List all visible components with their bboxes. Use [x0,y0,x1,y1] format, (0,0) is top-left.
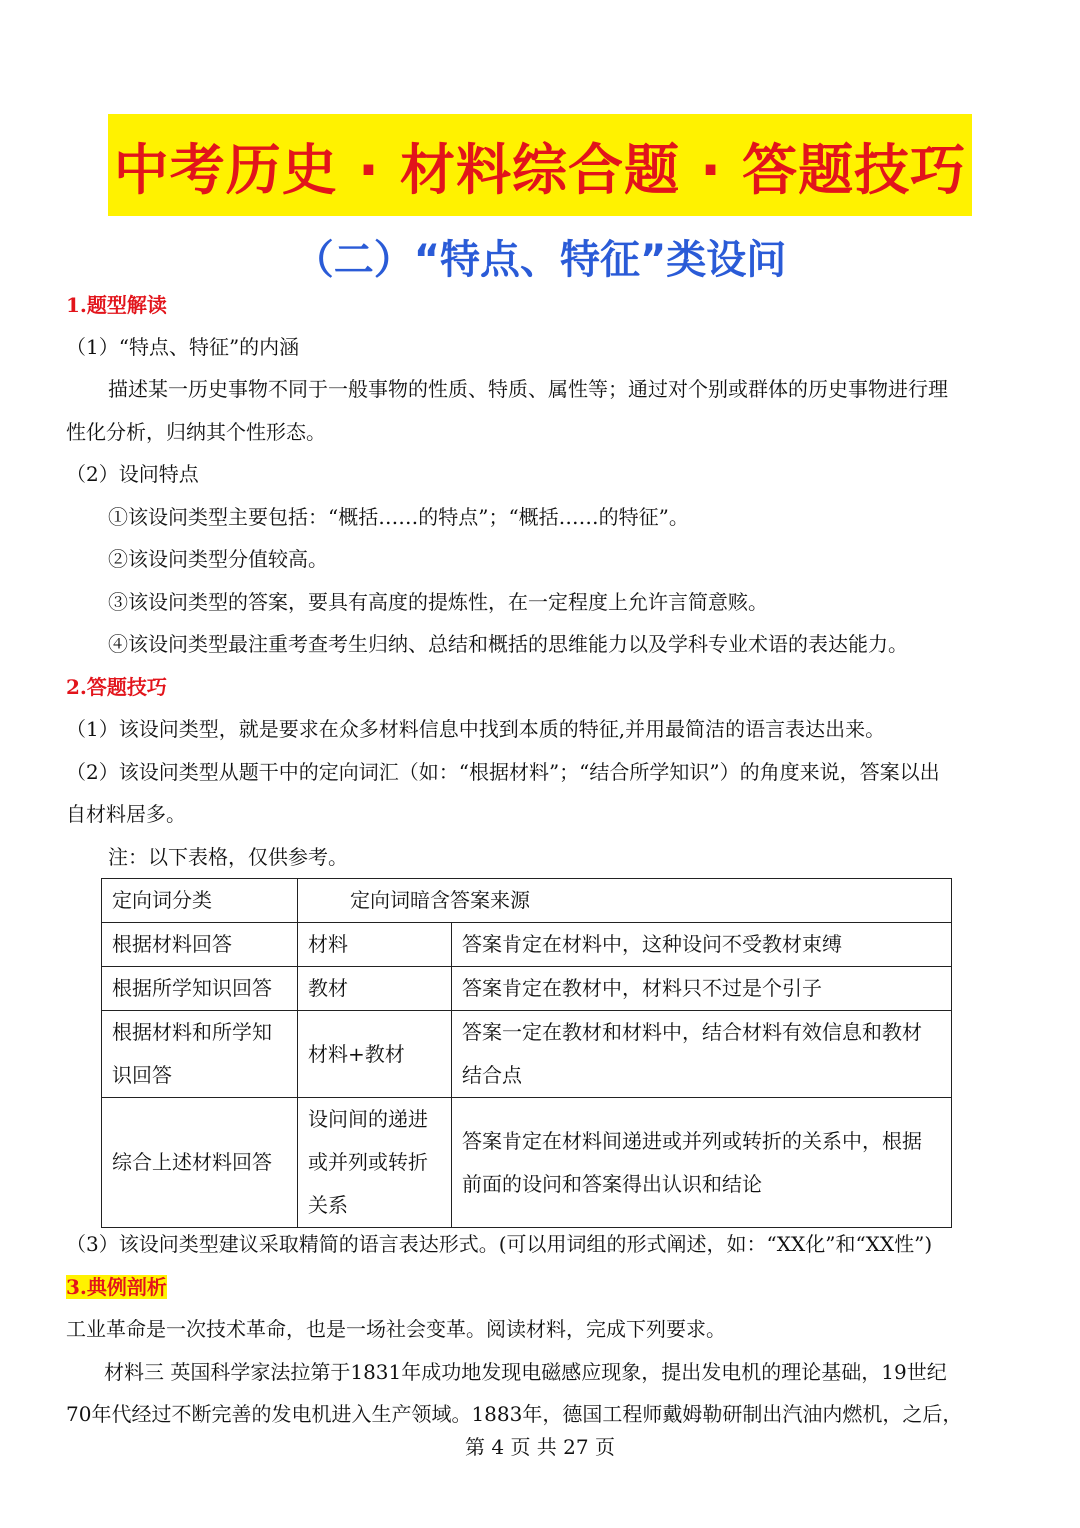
table-cell: 答案肯定在材料中，这种设问不受教材束缚 [452,923,952,967]
paragraph-line: （2）该设问类型从题干中的定向词汇（如：“根据材料”；“结合所学知识”）的角度来说，答案以出 [66,760,940,784]
paragraph-line: （3）该设问类型建议采取精简的语言表达形式。(可以用词组的形式阐述，如：“XX化”和“XX性”) [66,1232,933,1256]
material-line: 70年代经过不断完善的发电机进入生产领域。1883年，德国工程师戴姆勒研制出汽油内燃机，之后， [66,1402,963,1426]
table-header-cell: 定向词暗含答案来源 [298,879,952,923]
paragraph-line: （1）该设问类型，就是要求在众多材料信息中找到本质的特征,并用最简洁的语言表达出来。 [66,717,886,741]
paragraph-line: 工业革命是一次技术革命，也是一场社会变革。阅读材料，完成下列要求。 [66,1317,726,1341]
highlighted-heading: 3.典例剖析 [66,1275,167,1299]
page-number: 第 4 页 共 27 页 [465,1435,615,1459]
section-heading-3 [66,1273,167,1301]
section-heading-1: 1.题型解读 [66,293,167,317]
table-header-cell: 定向词分类 [102,879,298,923]
subheading-1-1: （1）“特点、特征”的内涵 [66,335,300,359]
list-item: ③该设问类型的答案，要具有高度的提炼性，在一定程度上允许言简意赅。 [108,590,768,614]
table-note: 注：以下表格，仅供参考。 [108,845,348,869]
material-line: 材料三 英国科学家法拉第于1831年成功地发现电磁感应现象，提出发电机的理论基础，19世纪 [104,1360,947,1384]
table-row [102,1011,952,1098]
section-heading-2: 2.答题技巧 [66,675,167,699]
subheading-1-2: （2）设问特点 [66,462,199,486]
list-item: ②该设问类型分值较高。 [108,547,328,571]
table-header-row [102,879,952,923]
table-cell: 根据所学知识回答 [102,967,298,1011]
answer-source-table [101,878,952,1228]
paragraph-line: 性化分析，归纳其个性形态。 [66,420,326,444]
subtitle: （二）“特点、特征”类设问 [293,237,787,283]
table-cell: 答案肯定在材料间递进或并列或转折的关系中，根据前面的设问和答案得出认识和结论 [452,1098,952,1228]
title-banner: 中考历史 · 材料综合题 · 答题技巧 [108,114,972,216]
table-cell: 答案一定在教材和材料中，结合材料有效信息和教材结合点 [452,1011,952,1098]
list-item: ①该设问类型主要包括：“概括……的特点”；“概括……的特征”。 [108,505,689,529]
table-cell: 材料+教材 [298,1011,452,1098]
table-cell: 材料 [298,923,452,967]
table-cell: 综合上述材料回答 [102,1098,298,1228]
table-row [102,1098,952,1228]
paragraph-line: 自材料居多。 [66,802,186,826]
table-cell: 答案肯定在教材中，材料只不过是个引子 [452,967,952,1011]
table-cell: 设问间的递进或并列或转折关系 [298,1098,452,1228]
list-item: ④该设问类型最注重考查考生归纳、总结和概括的思维能力以及学科专业术语的表达能力。 [108,632,908,656]
table-cell: 教材 [298,967,452,1011]
paragraph-line: 描述某一历史事物不同于一般事物的性质、特质、属性等；通过对个别或群体的历史事物进行理 [108,377,948,401]
table-row [102,967,952,1011]
table-cell: 根据材料和所学知识回答 [102,1011,298,1098]
table-row [102,923,952,967]
table-cell: 根据材料回答 [102,923,298,967]
